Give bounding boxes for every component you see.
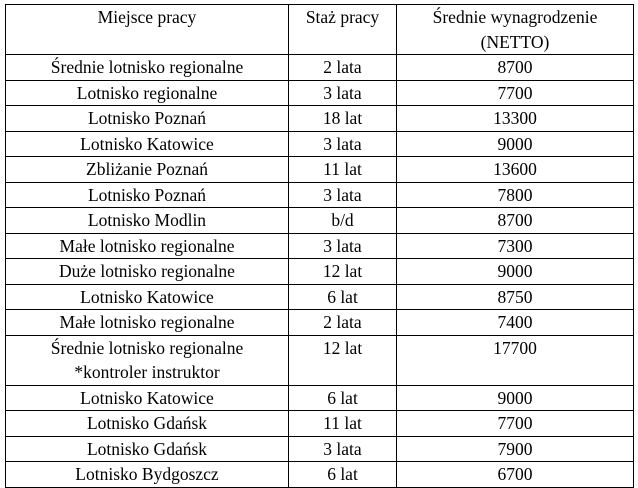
- cell-text-line: Miejsce pracy: [97, 7, 197, 27]
- cell-workplace: [6, 462, 289, 488]
- cell-text-line: Lotnisko Gdańsk: [86, 413, 208, 433]
- cell-text-line: Lotnisko Bydgoszcz: [75, 464, 219, 484]
- cell-text-line: 3 lata: [323, 133, 362, 154]
- cell-seniority: [289, 80, 397, 106]
- cell-avg-salary-net: [397, 106, 634, 132]
- cell-text-line: Lotnisko Poznań: [87, 184, 207, 205]
- cell-seniority: [289, 436, 397, 462]
- cell-text-line: 6 lat: [327, 464, 358, 484]
- cell-seniority: [289, 411, 397, 437]
- cell-text-line: 6 lat: [327, 387, 358, 408]
- cell-text-line: Średnie lotnisko regionalne: [50, 337, 244, 358]
- cell-workplace: [6, 80, 289, 106]
- cell-avg-salary-net: [397, 157, 634, 183]
- cell-text-line: 9000: [497, 261, 533, 281]
- cell-seniority: [289, 385, 397, 411]
- cell-seniority: [289, 182, 397, 208]
- cell-seniority: [289, 106, 397, 132]
- cell-workplace: [6, 208, 289, 234]
- cell-workplace: [6, 310, 289, 336]
- cell-text-line: 3 lata: [323, 82, 362, 103]
- cell-text-line: 3 lata: [323, 438, 362, 459]
- cell-workplace: [6, 182, 289, 208]
- cell-seniority: [289, 131, 397, 157]
- cell-text-line: b/d: [331, 210, 354, 230]
- cell-text-line: 12 lat: [322, 337, 363, 358]
- cell-text-line: 8700: [497, 210, 533, 230]
- cell-text-line: Lotnisko Poznań: [87, 108, 207, 128]
- cell-seniority: [289, 259, 397, 285]
- cell-text-line: 7700: [497, 82, 533, 103]
- table-row: [6, 284, 634, 310]
- cell-avg-salary-net: [397, 208, 634, 234]
- cell-text-line: 11 lat: [323, 159, 362, 179]
- cell-text-line: Lotnisko Gdańsk: [86, 438, 208, 459]
- cell-workplace: [6, 157, 289, 183]
- table-row: [6, 436, 634, 462]
- table-row: [6, 131, 634, 157]
- cell-text-line: Lotnisko Katowice: [80, 286, 214, 307]
- table-row: [6, 233, 634, 259]
- table-row: [6, 385, 634, 411]
- cell-text-line: 8750: [497, 286, 533, 307]
- cell-text-line: 6700: [497, 464, 533, 484]
- cell-workplace: [6, 436, 289, 462]
- table-row: [6, 106, 634, 132]
- header-row: [6, 5, 634, 55]
- cell-text-line: 2 lata: [323, 57, 362, 77]
- cell-workplace: [6, 335, 289, 385]
- salary-table: [5, 4, 634, 488]
- cell-avg-salary-net: [397, 259, 634, 285]
- table-row: [6, 335, 634, 385]
- cell-avg-salary-net: [397, 436, 634, 462]
- cell-avg-salary-net: [397, 131, 634, 157]
- cell-text-line: 7800: [497, 184, 533, 205]
- table-body: [6, 55, 634, 488]
- cell-text-line: 2 lata: [323, 312, 362, 332]
- cell-text-line: 8700: [497, 57, 533, 77]
- cell-workplace: [6, 411, 289, 437]
- cell-text-line: 7400: [497, 312, 533, 332]
- header-seniority: [289, 5, 397, 55]
- cell-text-line: 3 lata: [323, 235, 362, 256]
- cell-text-line: 13600: [493, 159, 537, 179]
- cell-workplace: [6, 284, 289, 310]
- table-row: [6, 80, 634, 106]
- table-row: [6, 55, 634, 81]
- cell-seniority: [289, 284, 397, 310]
- cell-workplace: [6, 259, 289, 285]
- cell-avg-salary-net: [397, 182, 634, 208]
- cell-text-line: 12 lat: [322, 261, 363, 281]
- cell-text-line: Średnie wynagrodzenie: [432, 7, 598, 27]
- cell-avg-salary-net: [397, 310, 634, 336]
- cell-avg-salary-net: [397, 335, 634, 385]
- cell-workplace: [6, 233, 289, 259]
- cell-text-line: 7700: [497, 413, 533, 433]
- cell-seniority: [289, 233, 397, 259]
- cell-text-line: Średnie lotnisko regionalne: [50, 57, 244, 77]
- cell-text-line: 7300: [497, 235, 533, 256]
- table-row: [6, 462, 634, 488]
- cell-workplace: [6, 55, 289, 81]
- cell-text-line: Zbliżanie Poznań: [86, 159, 208, 179]
- table-header: [6, 5, 634, 55]
- cell-seniority: [289, 335, 397, 385]
- cell-avg-salary-net: [397, 284, 634, 310]
- table-row: [6, 310, 634, 336]
- cell-text-line: 6 lat: [327, 286, 358, 307]
- cell-text-line: Lotnisko Katowice: [80, 133, 214, 154]
- cell-text-line: 17700: [493, 337, 537, 358]
- header-avg-salary-net: [397, 5, 634, 55]
- cell-text-line: 3 lata: [323, 184, 362, 205]
- cell-avg-salary-net: [397, 55, 634, 81]
- cell-text-line: 9000: [497, 133, 533, 154]
- cell-text-line: Małe lotnisko regionalne: [59, 235, 235, 256]
- cell-avg-salary-net: [397, 80, 634, 106]
- cell-text-line: Małe lotnisko regionalne: [59, 312, 235, 332]
- cell-text-line: Staż pracy: [305, 7, 380, 27]
- cell-text-line: (NETTO): [480, 31, 550, 52]
- cell-avg-salary-net: [397, 385, 634, 411]
- cell-text-line: *kontroler instruktor: [74, 362, 220, 382]
- table-row: [6, 208, 634, 234]
- cell-avg-salary-net: [397, 462, 634, 488]
- cell-text-line: 13300: [493, 108, 537, 128]
- cell-text-line: 9000: [497, 387, 533, 408]
- header-workplace: [6, 5, 289, 55]
- cell-text-line: 18 lat: [322, 108, 363, 128]
- cell-seniority: [289, 55, 397, 81]
- cell-seniority: [289, 462, 397, 488]
- cell-seniority: [289, 310, 397, 336]
- table-row: [6, 182, 634, 208]
- cell-text-line: Lotnisko Katowice: [80, 387, 214, 408]
- cell-workplace: [6, 131, 289, 157]
- table-row: [6, 411, 634, 437]
- cell-text-line: Lotnisko Modlin: [87, 210, 207, 230]
- cell-seniority: [289, 157, 397, 183]
- cell-avg-salary-net: [397, 411, 634, 437]
- cell-text-line: Lotnisko regionalne: [76, 82, 218, 103]
- table-row: [6, 259, 634, 285]
- cell-text-line: 7900: [497, 438, 533, 459]
- cell-text-line: Duże lotnisko regionalne: [59, 261, 235, 281]
- cell-workplace: [6, 385, 289, 411]
- cell-workplace: [6, 106, 289, 132]
- cell-seniority: [289, 208, 397, 234]
- cell-text-line: 11 lat: [323, 413, 362, 433]
- cell-avg-salary-net: [397, 233, 634, 259]
- table-row: [6, 157, 634, 183]
